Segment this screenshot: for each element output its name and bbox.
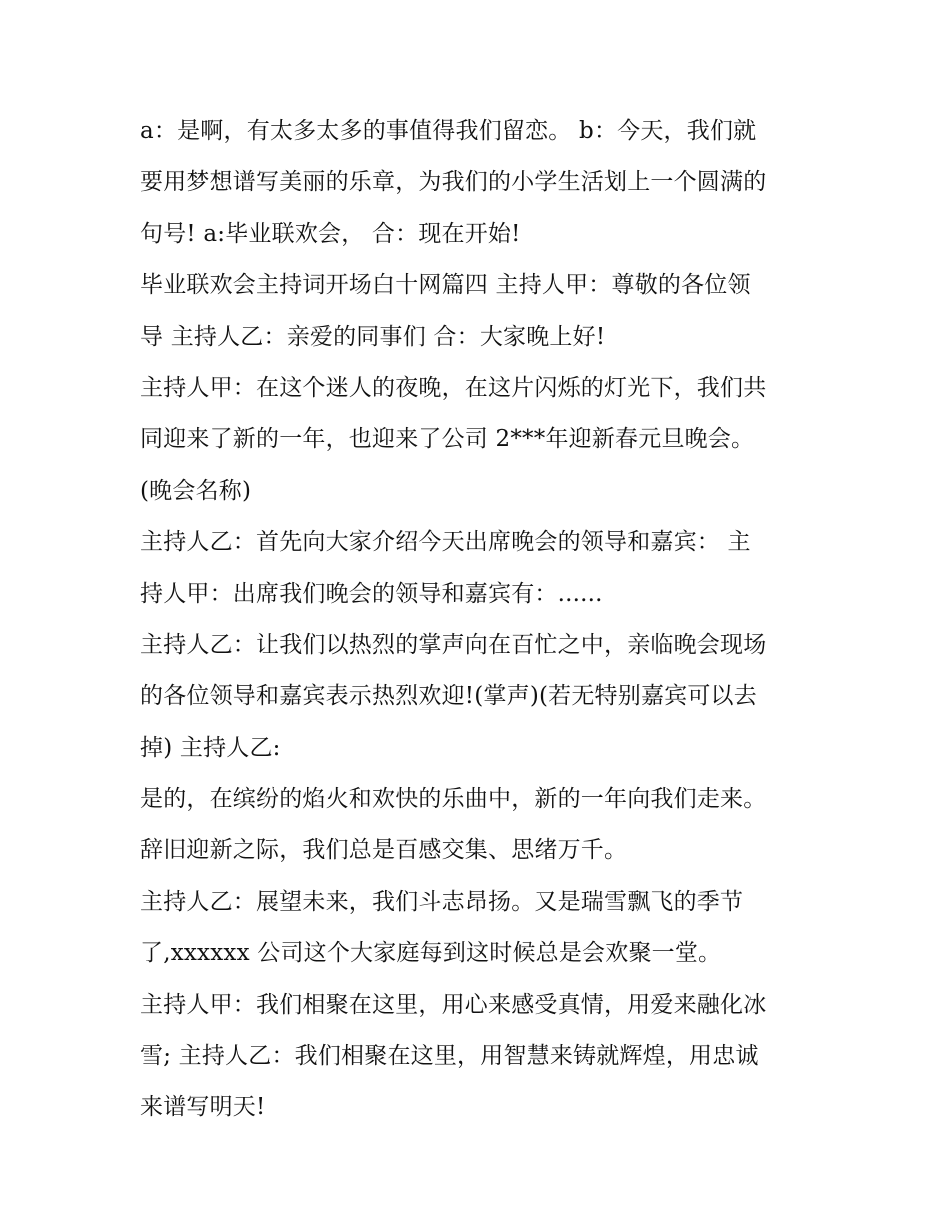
text-line: 主持人甲：我们相聚在这里，用心来感受真情，用爱来融化冰	[140, 991, 767, 1018]
text-line: 雪; 主持人乙：我们相聚在这里，用智慧来铸就辉煌，用忠诚	[140, 1043, 759, 1070]
text-line: 导 主持人乙：亲爱的同事们 合：大家晚上好!	[140, 323, 606, 350]
text-line: 主持人甲：在这个迷人的夜晚，在这片闪烁的灯光下，我们共	[140, 374, 767, 401]
text-line: 了,xxxxxx 公司这个大家庭每到这时候总是会欢聚一堂。	[140, 940, 722, 967]
text-line: 辞旧迎新之际，我们总是百感交集、思绪万千。	[140, 837, 628, 864]
text-line: 句号! a:毕业联欢会， 合：现在开始!	[140, 220, 521, 247]
text-line: 同迎来了新的一年，也迎来了公司 2***年迎新春元旦晚会。	[140, 426, 755, 453]
text-line: 是的，在缤纷的焰火和欢快的乐曲中，新的一年向我们走来。	[140, 786, 767, 813]
text-line: 主持人乙：让我们以热烈的掌声向在百忙之中，亲临晚会现场	[140, 631, 767, 658]
text-line: 主持人乙：首先向大家介绍今天出席晚会的领导和嘉宾： 主	[140, 529, 751, 556]
text-line: 要用梦想谱写美丽的乐章，为我们的小学生活划上一个圆满的	[140, 169, 767, 196]
text-line: a：是啊，有太多太多的事值得我们留恋。 b：今天，我们就	[140, 118, 757, 144]
text-line: (晚会名称)	[140, 477, 252, 504]
text-line: 的各位领导和嘉宾表示热烈欢迎!(掌声)(若无特别嘉宾可以去	[140, 683, 757, 710]
text-line: 持人甲：出席我们晚会的领导和嘉宾有：......	[140, 580, 603, 607]
text-line: 来谱写明天!	[140, 1094, 266, 1121]
text-line: 掉) 主持人乙:	[140, 734, 281, 761]
text-line: 主持人乙：展望未来，我们斗志昂扬。又是瑞雪飘飞的季节	[140, 888, 744, 915]
document-body	[140, 106, 816, 1134]
text-line: 毕业联欢会主持词开场白十网篇四 主持人甲：尊敬的各位领	[140, 272, 751, 299]
